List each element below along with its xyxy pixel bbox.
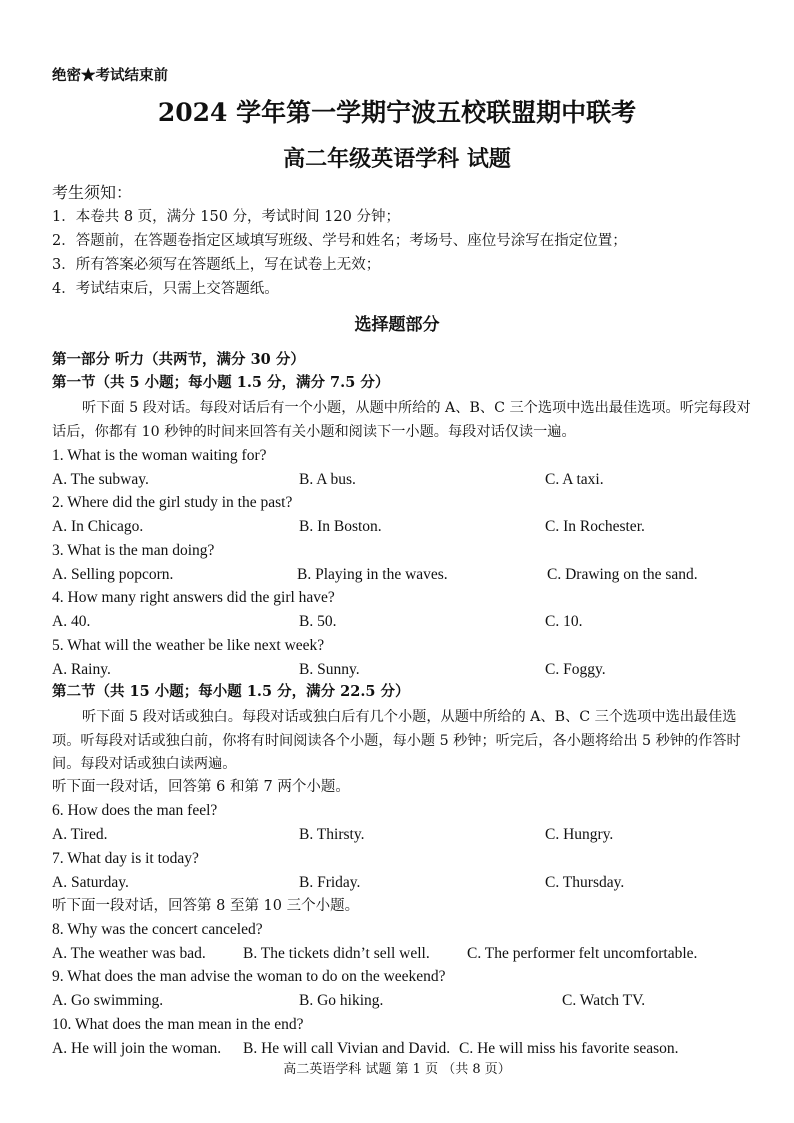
option-c: C. Watch TV.: [562, 992, 646, 1009]
option-a: A. Saturday.: [52, 874, 129, 891]
sub2-instructions: 听下面 5 段对话或独白。每段对话或独白后有几个小题，从题中所给的 A、B、C 三个选项中选出最佳选项。听每段对话或独白前，你将有时间阅读各个小题，每小题 5 秒钟；听完后，各小题将给出 5 秒钟的作答时间。每段对话或独白读两遍。: [52, 709, 741, 772]
option-a: A. He will join the woman.: [52, 1040, 222, 1057]
listening-cue: 听下面一段对话，回答第 6 和第 7 两个小题。: [52, 779, 350, 795]
option-c: C. The performer felt uncomfortable.: [467, 945, 698, 962]
option-c: C. In Rochester.: [545, 518, 645, 535]
question-stem: 2. Where did the girl study in the past?: [52, 494, 293, 511]
option-b: B. Playing in the waves.: [297, 566, 448, 583]
option-a: A. Rainy.: [52, 661, 111, 678]
option-c: C. Foggy.: [545, 661, 606, 678]
option-b: B. The tickets didn’t sell well.: [243, 945, 430, 962]
option-b: B. Go hiking.: [299, 992, 384, 1009]
option-b: B. 50.: [299, 613, 337, 630]
option-a: A. The subway.: [52, 471, 149, 488]
option-c: C. Hungry.: [545, 826, 614, 843]
question-stem: 7. What day is it today?: [52, 850, 199, 867]
listening-cue: 听下面一段对话，回答第 8 至第 10 三个小题。: [52, 898, 360, 914]
notice-heading: 考生须知：: [52, 183, 133, 202]
notice-item: 4．考试结束后，只需上交答题纸。: [52, 281, 279, 297]
option-b: B. Friday.: [299, 874, 361, 891]
option-a: A. Tired.: [52, 826, 108, 843]
question-stem: 5. What will the weather be like next week?: [52, 637, 325, 654]
option-a: A. In Chicago.: [52, 518, 144, 535]
page-footer: 高二英语学科 试题 第 1 页 （共 8 页）: [283, 1062, 511, 1077]
sub2-title: 第二节（共 15 小题；每小题 1.5 分，满分 22.5 分）: [52, 683, 410, 700]
option-b: B. A bus.: [299, 471, 356, 488]
notice-item: 3．所有答案必须写在答题纸上，写在试卷上无效；: [52, 257, 381, 273]
question-stem: 3. What is the man doing?: [52, 542, 215, 559]
part1-title: 第一部分 听力（共两节，满分 30 分）: [52, 351, 305, 368]
option-a: A. Go swimming.: [52, 992, 164, 1009]
exam-subtitle: 高二年级英语学科 试题: [283, 146, 511, 172]
question-stem: 1. What is the woman waiting for?: [52, 447, 267, 464]
option-c: C. Thursday.: [545, 874, 625, 891]
option-c: C. Drawing on the sand.: [547, 566, 698, 583]
option-a: A. 40.: [52, 613, 91, 630]
option-c: C. 10.: [545, 613, 583, 630]
question-stem: 10. What does the man mean in the end?: [52, 1016, 304, 1033]
option-b: B. He will call Vivian and David.: [243, 1040, 451, 1057]
exam-title: 2024 学年第一学期宁波五校联盟期中联考: [157, 98, 637, 127]
option-b: B. In Boston.: [299, 518, 382, 535]
question-stem: 8. Why was the concert canceled?: [52, 921, 263, 938]
question-stem: 9. What does the man advise the woman to do on the weekend?: [52, 968, 446, 985]
option-b: B. Sunny.: [299, 661, 360, 678]
question-stem: 4. How many right answers did the girl have?: [52, 589, 335, 606]
option-a: A. Selling popcorn.: [52, 566, 174, 583]
question-stem: 6. How does the man feel?: [52, 802, 218, 819]
option-a: A. The weather was bad.: [52, 945, 206, 962]
confidential-label: 绝密★考试结束前: [52, 67, 168, 84]
option-c: C. A taxi.: [545, 471, 604, 488]
notice-item: 1．本卷共 8 页，满分 150 分，考试时间 120 分钟；: [52, 209, 400, 225]
section-title: 选择题部分: [354, 315, 440, 335]
sub1-title: 第一节（共 5 小题；每小题 1.5 分，满分 7.5 分）: [52, 374, 390, 391]
sub1-instructions: 听下面 5 段对话。每段对话后有一个小题，从题中所给的 A、B、C 三个选项中选出最佳选项。听完每段对话后，你都有 10 秒钟的时间来回答有关小题和阅读下一小题。每段对话仅读一遍。: [52, 400, 751, 440]
option-c: C. He will miss his favorite season.: [459, 1040, 679, 1057]
notice-item: 2．答题前，在答题卷指定区域填写班级、学号和姓名；考场号、座位号涂写在指定位置；: [52, 233, 627, 249]
option-b: B. Thirsty.: [299, 826, 365, 843]
